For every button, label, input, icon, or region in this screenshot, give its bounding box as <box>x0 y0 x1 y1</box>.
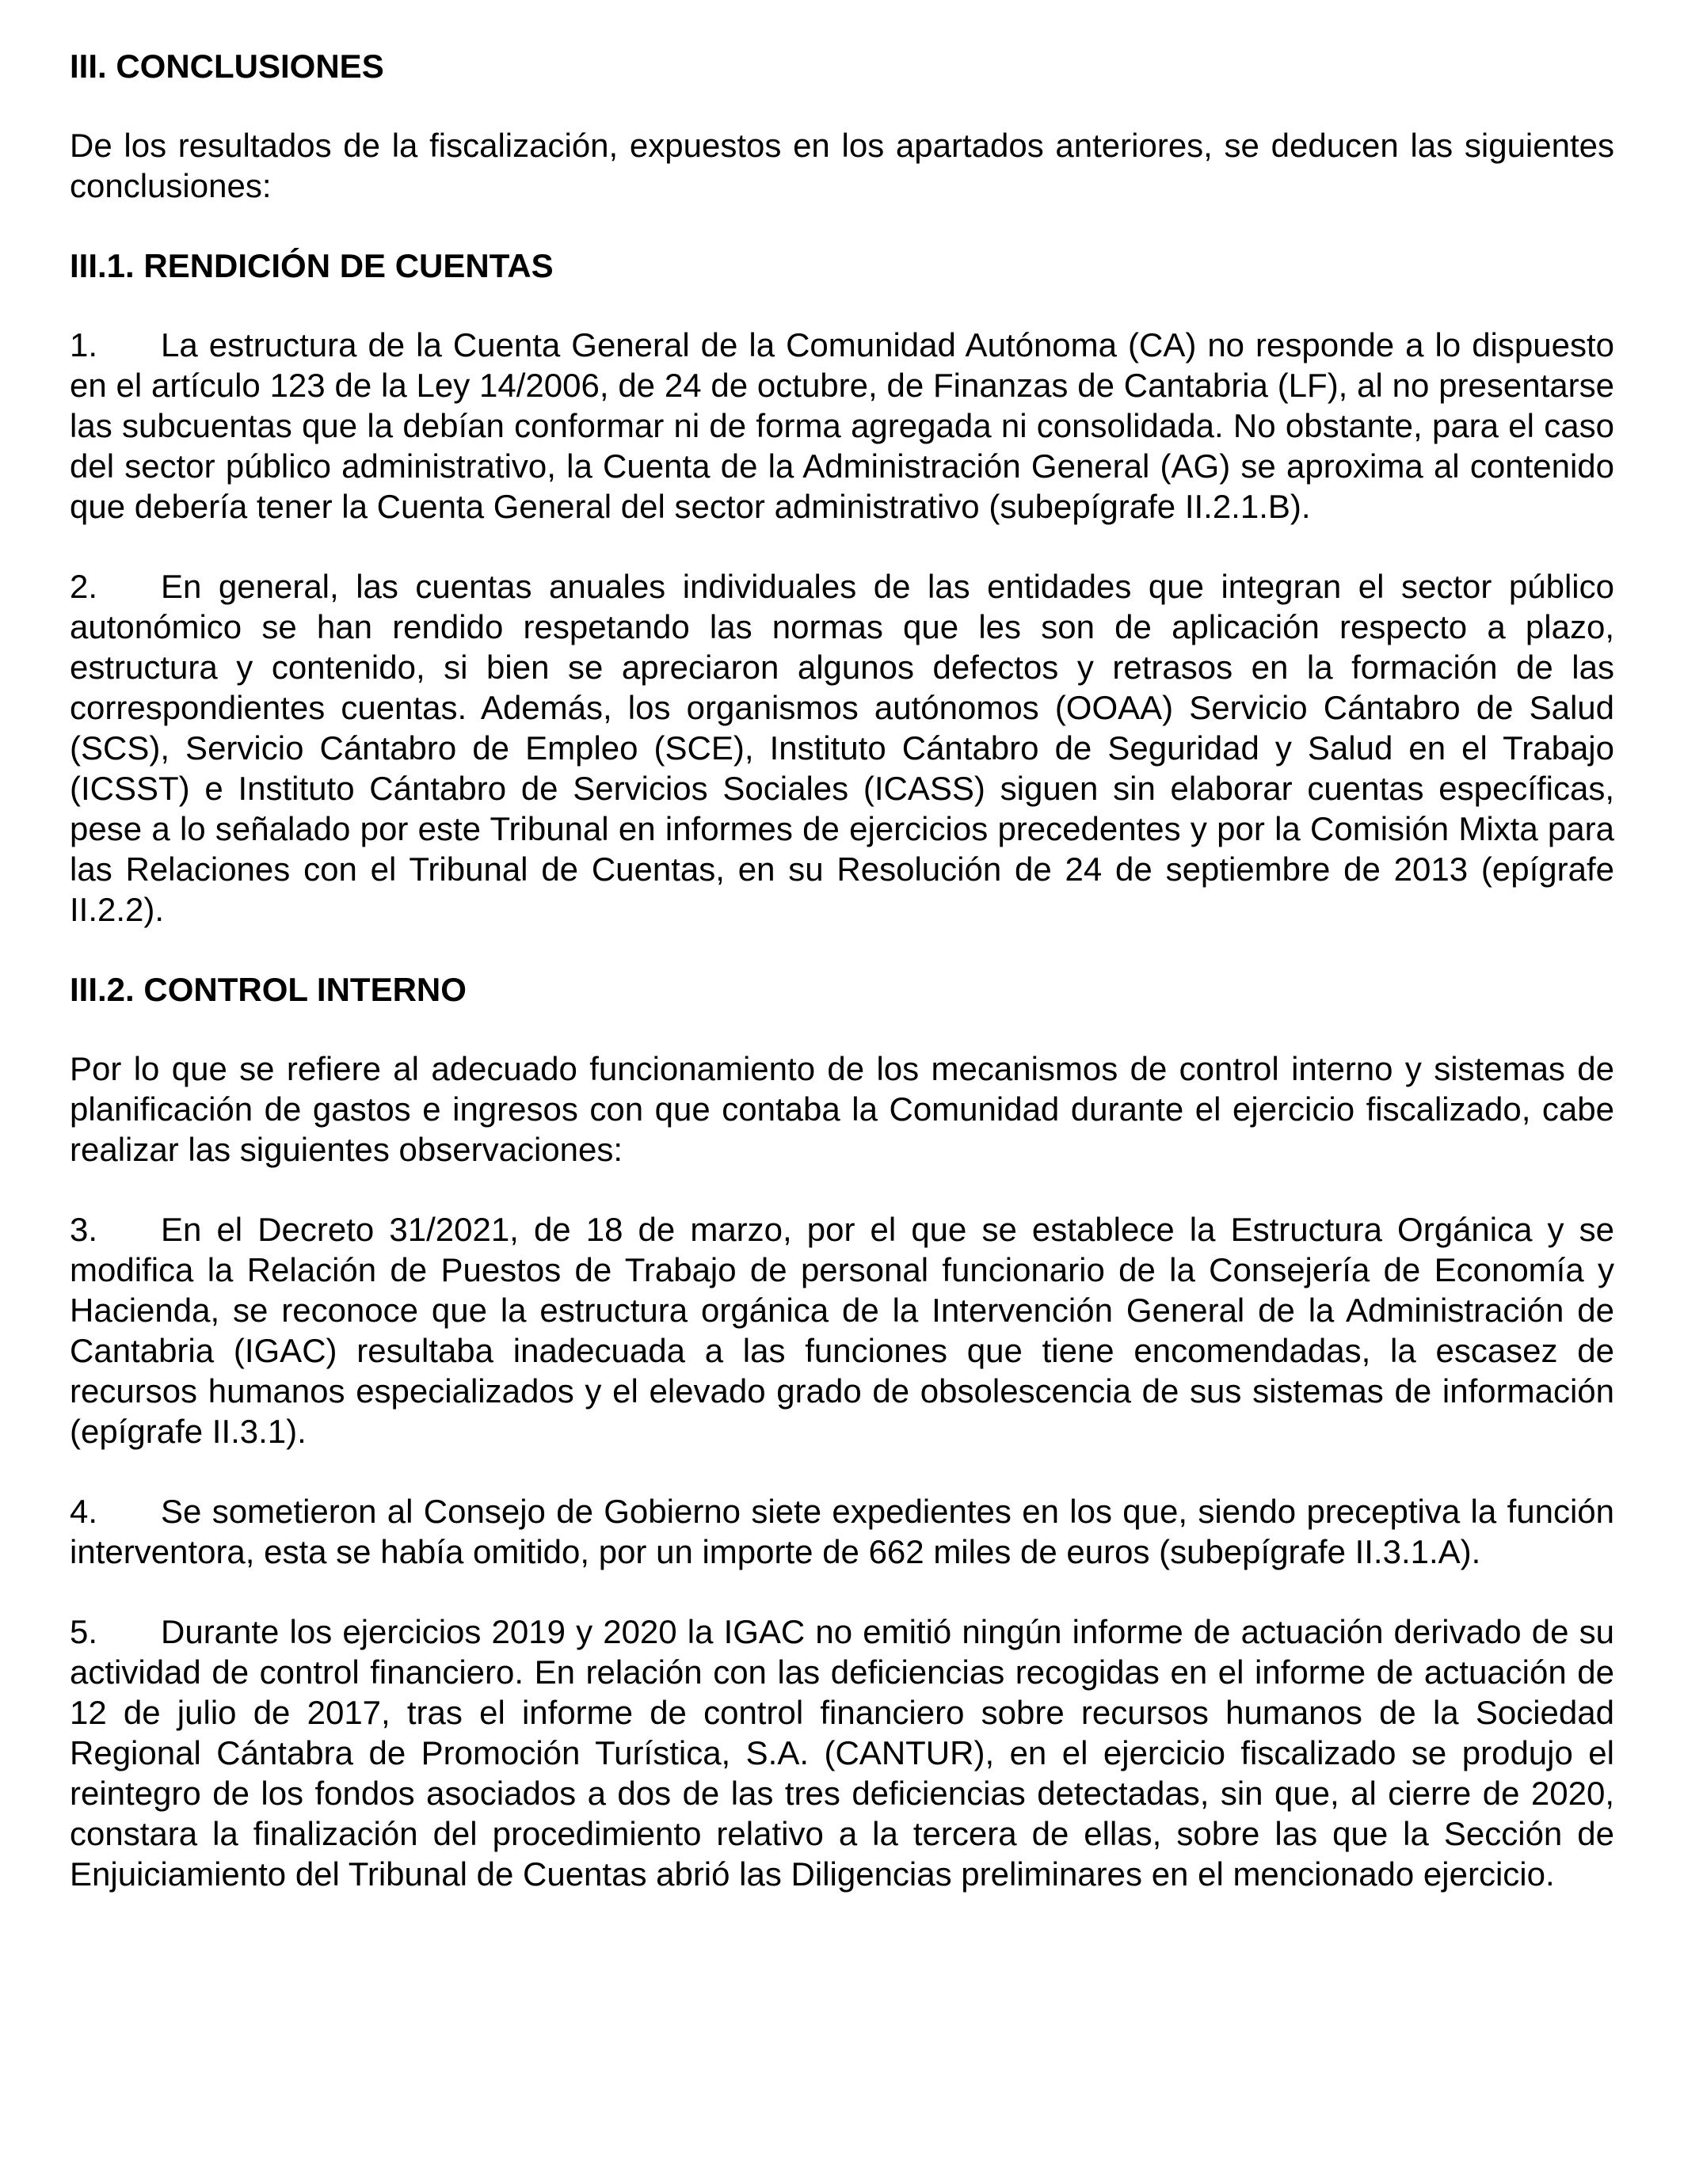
item-number: 4. <box>70 1493 98 1530</box>
spacer <box>70 287 1614 325</box>
item-text: En general, las cuentas anuales individuales de las entidades que integran el sector público autonómico se han rendido respetando las normas que les son de aplicación respecto a plazo, estructura y contenido, si bien se apreciaron algunos defectos y retrasos en la formación de las correspondientes cuentas. Además, los organismos autónomos (OOAA) Servicio Cántabro de Salud (SCS), Servicio Cántabro de Empleo (SCE), Instituto Cántabro de Seguridad y Salud en el Trabajo (ICSST) e Instituto Cántabro de Servicios Sociales (ICASS) siguen sin elaborar cuentas específicas, pese a lo señalado por este Tribunal en informes de ejercicios precedentes y por la Comisión Mixta para las Relaciones con el Tribunal de Cuentas, en su Resolución de 24 de septiembre de 2013 (epígrafe II.2.2). <box>70 568 1614 928</box>
subsection-title-control-interno: III.2. CONTROL INTERNO <box>70 971 467 1008</box>
conclusion-item-4 <box>70 1491 1614 1572</box>
spacer <box>70 1572 1614 1611</box>
document-page <box>70 46 1614 1894</box>
item-number: 1. <box>70 326 98 363</box>
subsection-title-rendicion: III.1. RENDICIÓN DE CUENTAS <box>70 247 554 284</box>
spacer <box>70 206 1614 245</box>
conclusion-item-5 <box>70 1611 1614 1894</box>
spacer <box>70 527 1614 566</box>
intro-paragraph: De los resultados de la fiscalización, expuestos en los apartados anteriores, se deducen las siguientes conclusiones: <box>70 127 1614 204</box>
item-number: 2. <box>70 568 98 605</box>
conclusion-item-1 <box>70 325 1614 527</box>
spacer <box>70 1170 1614 1209</box>
item-text: Durante los ejercicios 2019 y 2020 la IGAC no emitió ningún informe de actuación derivado de su actividad de control financiero. En relación con las deficiencias recogidas en el informe de actuación de 12 de julio de 2017, tras el informe de control financiero sobre recursos humanos de la Sociedad Regional Cántabra de Promoción Turística, S.A. (CANTUR), en el ejercicio fiscalizado se produjo el reintegro de los fondos asociados a dos de las tres deficiencias detectadas, sin que, al cierre de 2020, constara la finalización del procedimiento relativo a la tercera de ellas, sobre las que la Sección de Enjuiciamiento del Tribunal de Cuentas abrió las Diligencias preliminares en el mencionado ejercicio. <box>70 1613 1614 1893</box>
spacer <box>70 1010 1614 1048</box>
spacer <box>70 1452 1614 1491</box>
item-text: Se sometieron al Consejo de Gobierno siete expedientes en los que, siendo preceptiva la función interventora, esta se había omitido, por un importe de 662 miles de euros (subepígrafe II.3.1.A). <box>70 1493 1614 1570</box>
item-text: La estructura de la Cuenta General de la Comunidad Autónoma (CA) no responde a lo dispuesto en el artículo 123 de la Ley 14/2006, de 24 de octubre, de Finanzas de Cantabria (LF), al no presentarse las subcuentas que la debían conformar ni de forma agregada ni consolidada. No obstante, para el caso del sector público administrativo, la Cuenta de la Administración General (AG) se aproxima al contenido que debería tener la Cuenta General del sector administrativo (subepígrafe II.2.1.B). <box>70 326 1614 525</box>
item-number: 3. <box>70 1211 98 1248</box>
section-title: III. CONCLUSIONES <box>70 48 384 85</box>
conclusion-item-2 <box>70 566 1614 930</box>
item-number: 5. <box>70 1613 98 1650</box>
spacer <box>70 87 1614 125</box>
spacer <box>70 930 1614 969</box>
control-interno-intro: Por lo que se refiere al adecuado funcionamiento de los mecanismos de control interno y sistemas de planificación de gastos e ingresos con que contaba la Comunidad durante el ejercicio fiscalizado, cabe realizar las siguientes observaciones: <box>70 1050 1614 1168</box>
conclusion-item-3 <box>70 1209 1614 1452</box>
item-text: En el Decreto 31/2021, de 18 de marzo, por el que se establece la Estructura Orgánica y se modifica la Relación de Puestos de Trabajo de personal funcionario de la Consejería de Economía y Hacienda, se reconoce que la estructura orgánica de la Intervención General de la Administración de Cantabria (IGAC) resultaba inadecuada a las funciones que tiene encomendadas, la escasez de recursos humanos especializados y el elevado grado de obsolescencia de sus sistemas de información (epígrafe II.3.1). <box>70 1211 1614 1450</box>
